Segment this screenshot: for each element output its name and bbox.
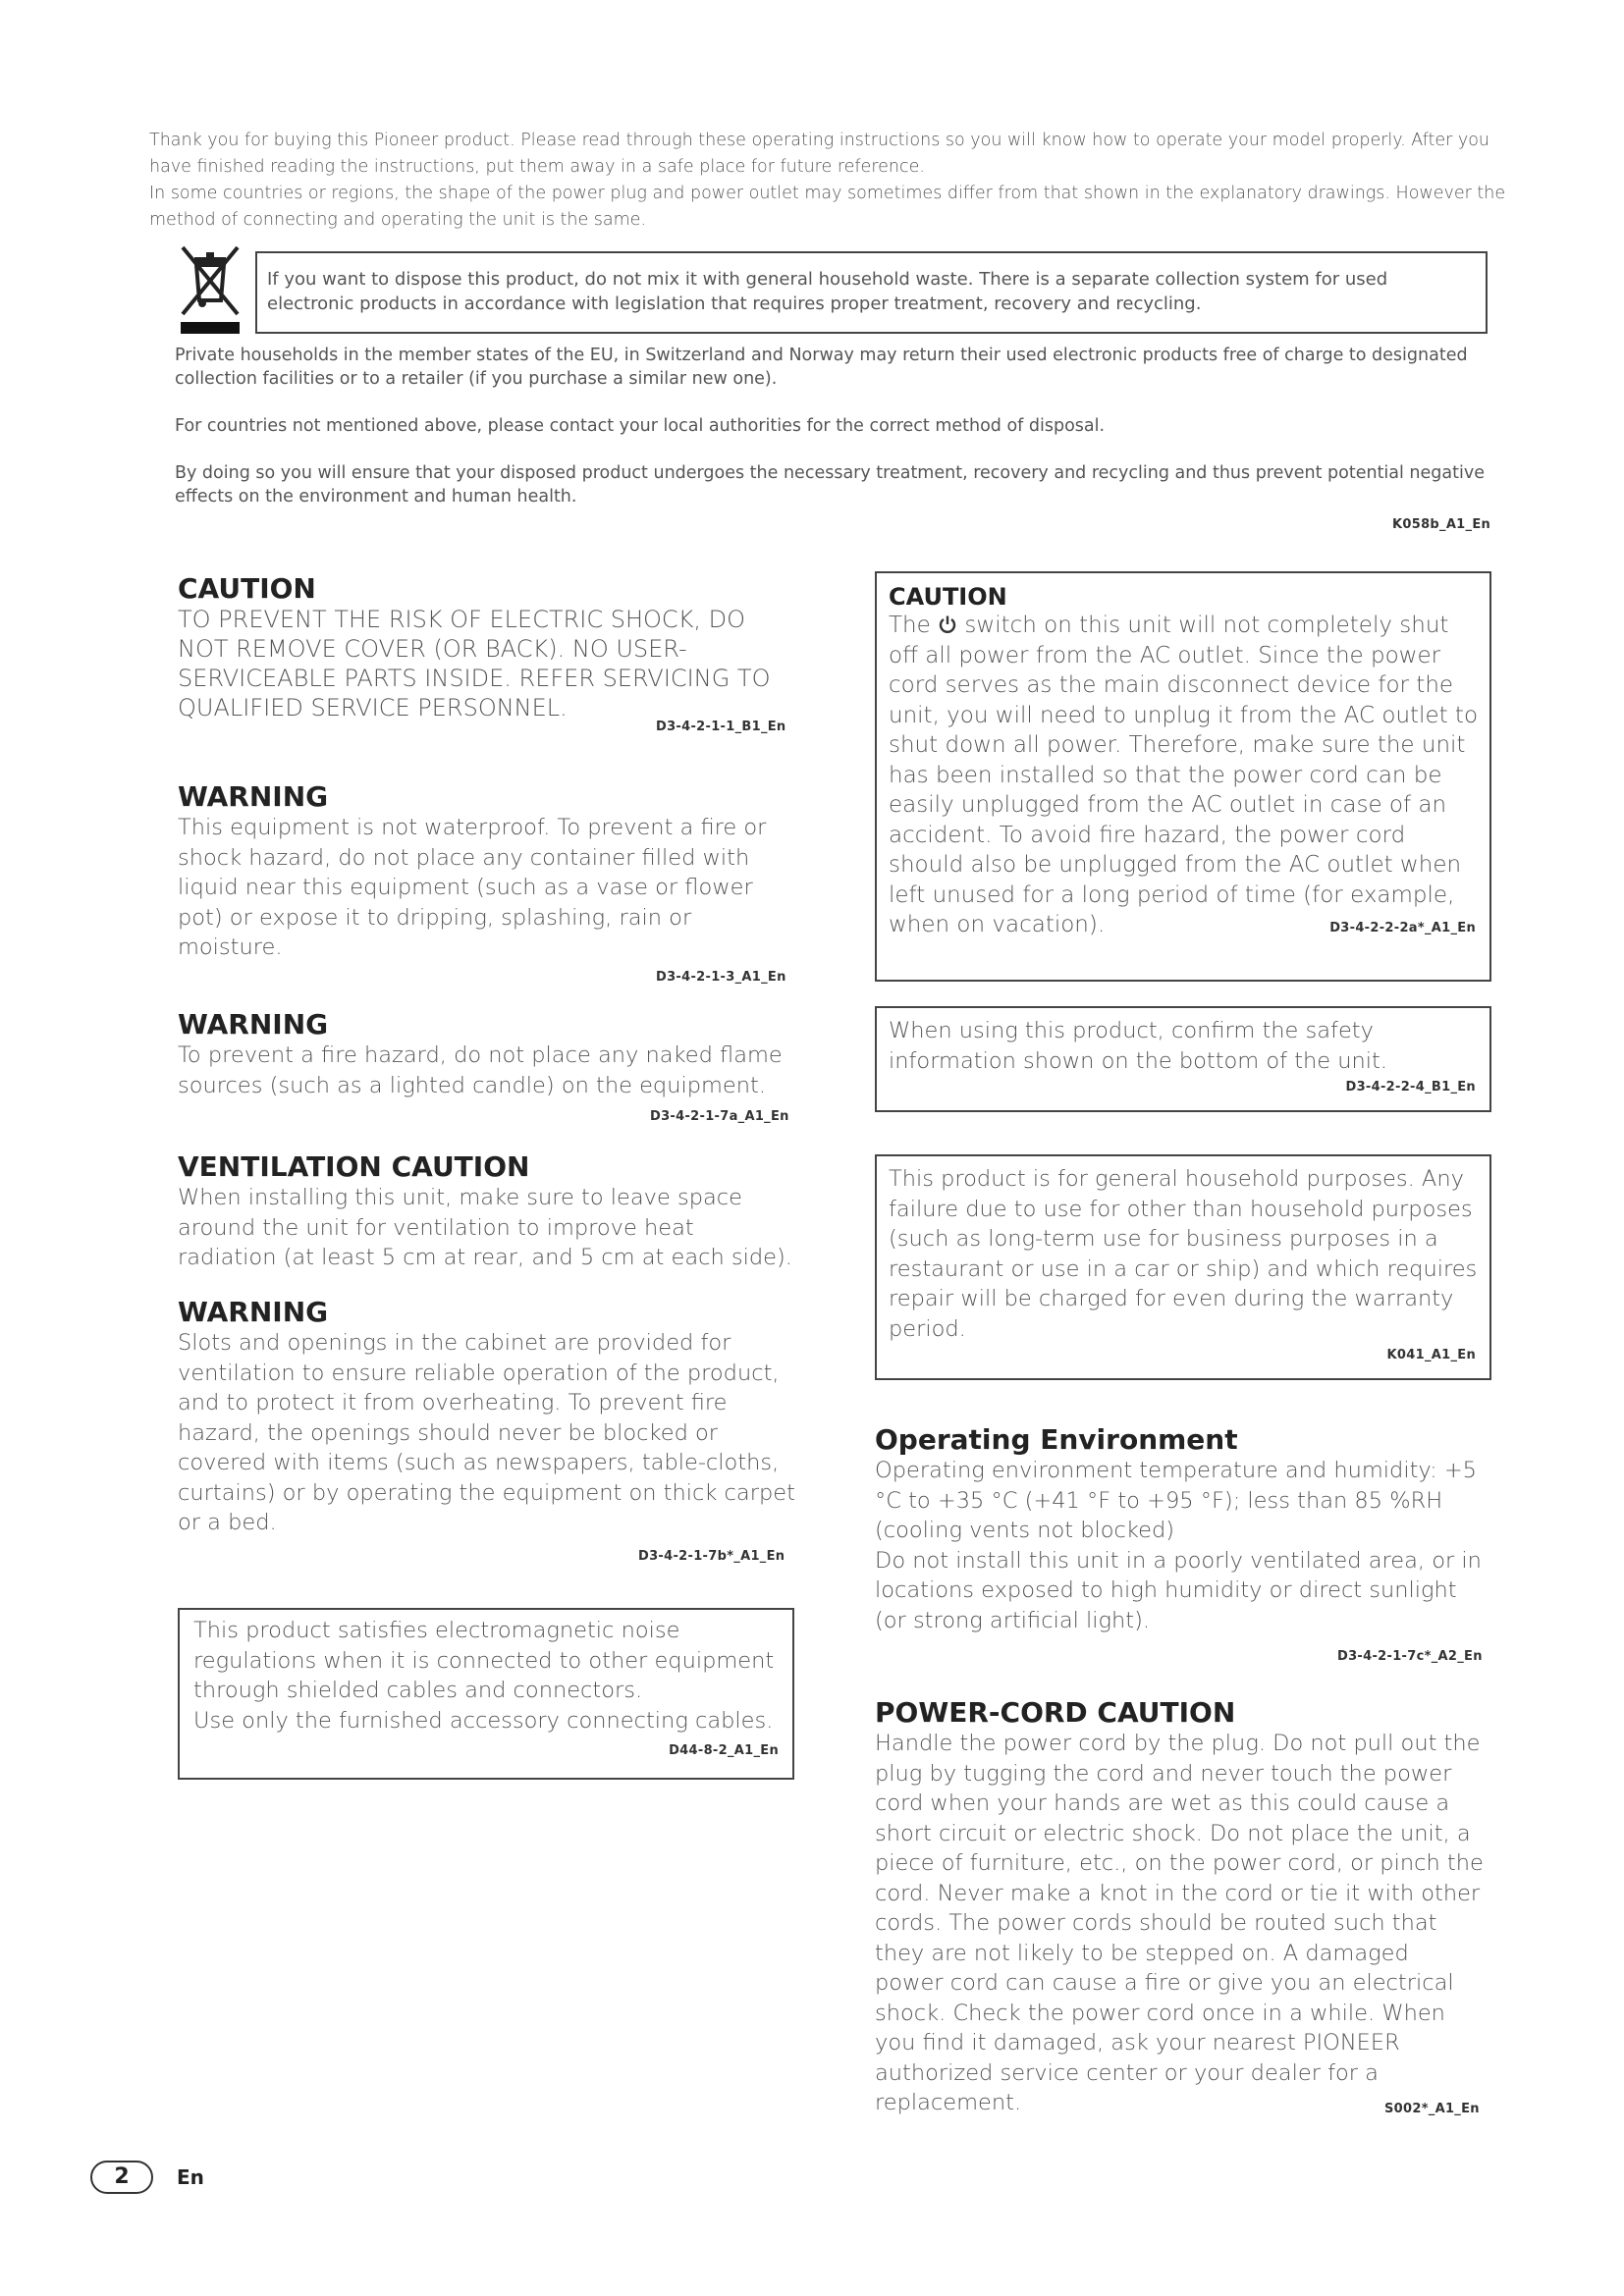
emc-text-2: Use only the furnished accessory connecting cables. [193,1707,774,1734]
power-standby-icon [938,614,957,634]
caution-code: D3-4-2-1-1_B1_En [656,720,786,734]
page-number: 2 [90,2161,153,2194]
warning-flame-text: To prevent a fire hazard, do not place any naked flame sources (such as a lighted candle) on the equipment. [178,1042,783,1098]
intro-paragraph-1: Thank you for buying this Pioneer product. Please read through these operating instructions so you will know how to operate your model properly. After you have finished reading the instructions, put them away in a safe place for future reference. [149,131,1490,177]
power-cord-section [875,1696,1493,2118]
operating-environment-heading: Operating Environment [875,1423,1238,1456]
warning-openings-heading: WARNING [178,1296,329,1328]
caution-heading: CAUTION [178,572,316,605]
power-switch-text-before: The [889,613,931,638]
warning-openings-text: Slots and openings in the cabinet are provided for ventilation to ensure reliable operation of the product, and to protect it from overheating. To prevent fire hazard, the openings should never be blocked or covered with items (such as newspapers, table-cloths, curtains) or by operating the equipment on thick carpet or a bed. [178,1330,795,1535]
operating-environment-text-1: Operating environment temperature and humidity: +5 °C to +35 °C (+41 °F to +95 °F); less than 85 %RH (cooling vents not blocked) [875,1458,1477,1543]
disposal-notice-box: If you want to dispose this product, do not mix it with general household waste. There is a separate collection system for used electronic products in accordance with legislation that requires proper treatment, recovery and recycling. [255,251,1488,334]
emc-code: D44-8-2_A1_En [669,1743,779,1758]
ventilation-section [178,1150,806,1273]
caution-text: TO PREVENT THE RISK OF ELECTRIC SHOCK, DO NOT REMOVE COVER (OR BACK). NO USER-SERVICEABLE PARTS INSIDE. REFER SERVICING TO QUALIFIED SERVICE PERSONNEL. [178,606,771,721]
safety-info-code: D3-4-2-2-4_B1_En [1345,1080,1476,1095]
emc-notice-box [178,1608,794,1780]
ventilation-text: When installing this unit, make sure to leave space around the unit for ventilation to improve heat radiation (at least 5 cm at rear, and 5 cm at each side). [178,1185,792,1270]
power-switch-text-after: switch on this unit will not completely shut off all power from the AC outlet. Since the power cord serves as the main disconnect device for the unit, you will need to unplug it from the AC outlet to shut down all power. Therefore, make sure the unit has been installed so that the power cord can be easily unplugged from the AC outlet in case of an accident. To avoid fire hazard, the power cord should also be unplugged from the AC outlet when left unused for a long period of time (for example, when on vacation). [889,613,1479,937]
household-use-text: This product is for general household purposes. Any failure due to use for other than household purposes (such as long-term use for business purposes in a restaurant or use in a car or ship) and which requires repair will be charged for even during the warranty period. [889,1166,1478,1342]
warning-water-text: This equipment is not waterproof. To prevent a fire or shock hazard, do not place any container filled with liquid near this equipment (such as a vase or flower pot) or expose it to dripping, splashing, rain or moisture. [178,815,767,960]
warning-flame-section [178,1008,806,1100]
safety-info-text: When using this product, confirm the safety information shown on the bottom of the unit. [889,1018,1388,1074]
ventilation-heading: VENTILATION CAUTION [178,1150,530,1183]
power-switch-caution-heading: CAUTION [889,583,1007,611]
power-cord-heading: POWER-CORD CAUTION [875,1696,1236,1729]
crossed-out-wheelie-bin-icon [177,243,244,338]
operating-environment-text-2: Do not install this unit in a poorly ventilated area, or in locations exposed to high humidity or direct sunlight (or strong artificial light). [875,1547,1482,1633]
disposal-paragraph-2: For countries not mentioned above, please contact your local authorities for the correct method of disposal. [175,416,1106,436]
power-cord-code: S002*_A1_En [1384,2102,1480,2116]
warning-water-heading: WARNING [178,780,329,813]
safety-info-box [875,1006,1491,1112]
power-cord-text: Handle the power cord by the plug. Do not pull out the plug by tugging the cord and never touch the power cord when your hands are wet as this could cause a short circuit or electric shock. Do not place the unit, a piece of furniture, etc., on the power cord, or pinch the cord. Never make a knot in the cord or tie it with other cords. The power cords should be routed such that they are not likely to be stepped on. A damaged power cord can cause a fire or give you an electrical shock. Check the power cord once in a while. When you find it damaged, ask your nearest PIONEER authorized service center or your dealer for a replacement. [875,1731,1484,2115]
intro-paragraph-2: In some countries or regions, the shape of the power plug and power outlet may sometimes differ from that shown in the explanatory drawings. However the method of connecting and operating the unit is the same. [149,184,1506,230]
power-switch-caution-box [875,571,1491,982]
warning-water-section [178,780,806,963]
emc-text-1: This product satisfies electromagnetic noise regulations when it is connected to other equipment through shielded cables and connectors. [193,1618,775,1703]
disposal-paragraph-1: Private households in the member states of the EU, in Switzerland and Norway may return their used electronic products free of charge to designated collection facilities or to a retailer (if you purchase a similar new one). [175,346,1468,389]
warning-flame-heading: WARNING [178,1008,329,1041]
warning-openings-code: D3-4-2-1-7b*_A1_En [638,1549,785,1564]
disposal-code: K058b_A1_En [1392,517,1491,532]
household-use-box [875,1154,1491,1380]
language-label: En [177,2165,204,2189]
warning-openings-section [178,1296,806,1538]
power-switch-caution-code: D3-4-2-2-2a*_A1_En [1329,921,1476,935]
warning-water-code: D3-4-2-1-3_A1_En [656,970,786,985]
operating-environment-section [875,1423,1493,1635]
intro-text [149,128,1524,234]
power-switch-caution-text [889,611,1480,940]
disposal-paragraph-3: By doing so you will ensure that your disposed product undergoes the necessary treatment, recovery and recycling and thus prevent potential negative effects on the environment and human health. [175,463,1485,507]
household-use-code: K041_A1_En [1386,1348,1476,1362]
warning-flame-code: D3-4-2-1-7a_A1_En [650,1109,789,1124]
caution-section [178,572,806,722]
operating-environment-code: D3-4-2-1-7c*_A2_En [1337,1649,1483,1664]
